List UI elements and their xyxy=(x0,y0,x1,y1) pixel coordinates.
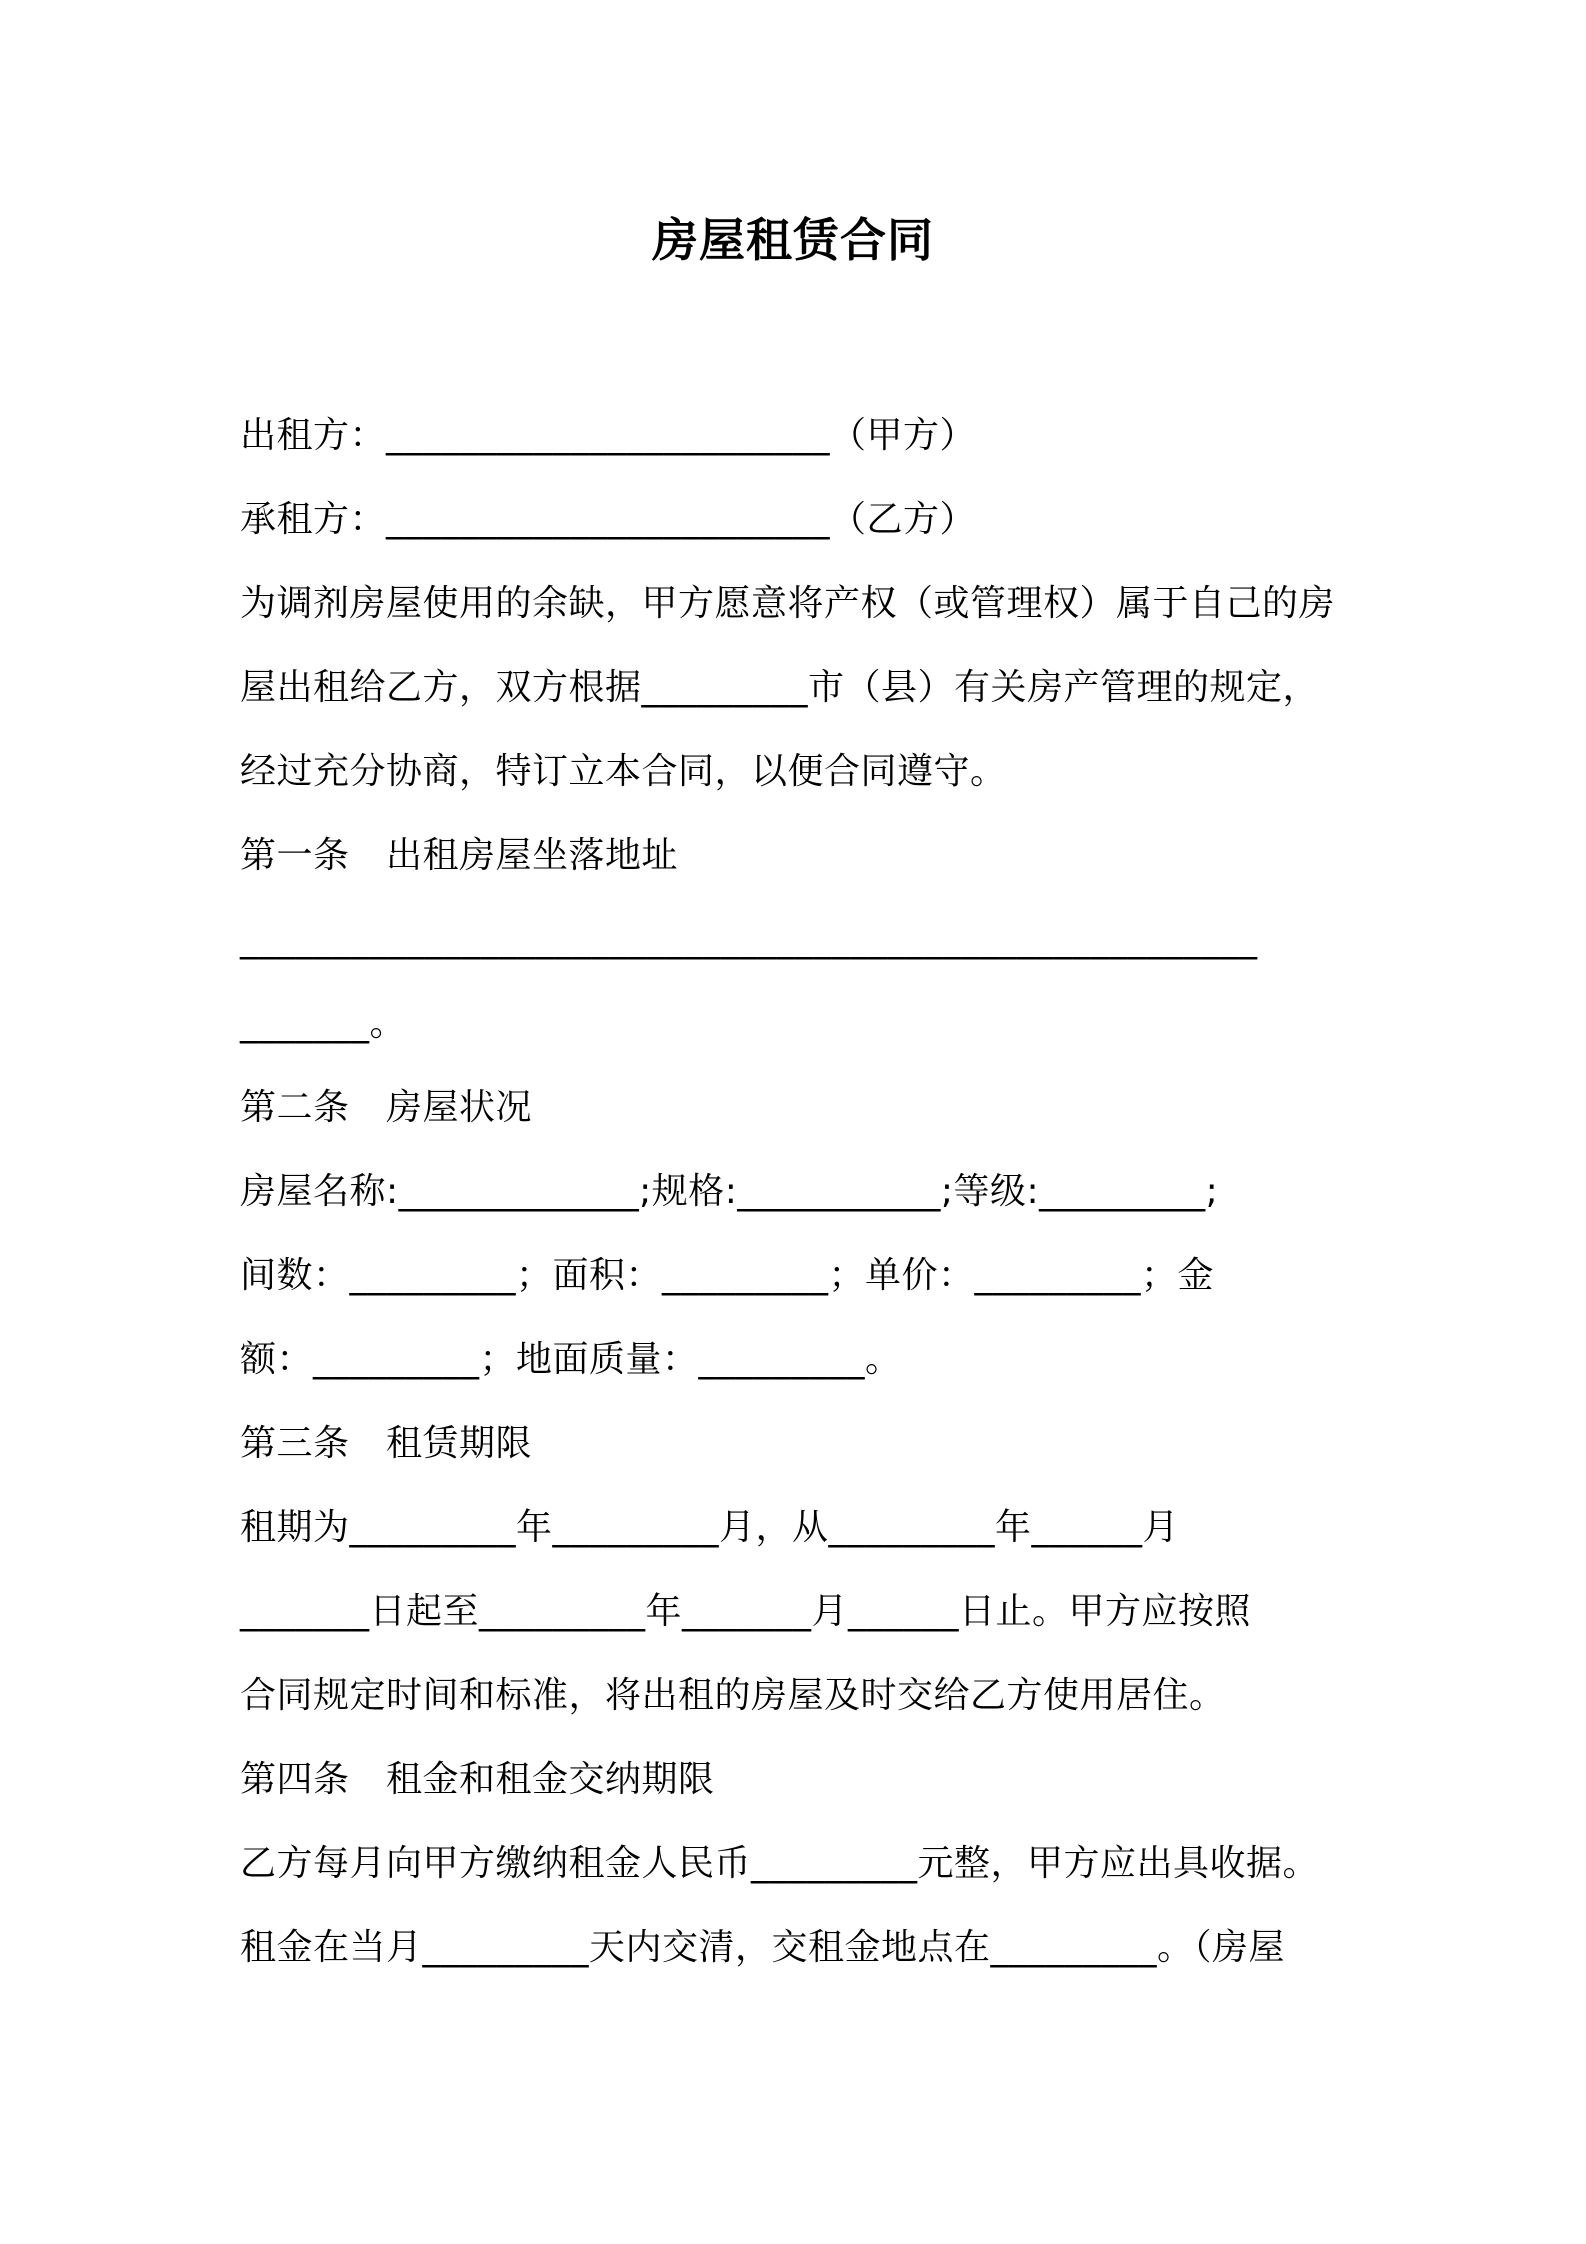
lease-term-line-3: 合同规定时间和标准，将出租的房屋及时交给乙方使用居住。 xyxy=(240,1675,1226,1716)
lessee-line: 承租方：________________________（乙方） xyxy=(240,499,977,540)
article-2-heading: 第二条 房屋状况 xyxy=(240,1087,533,1128)
lease-term-line-2: _______日起至_________年_______月______日止。甲方应按照 xyxy=(240,1591,1252,1632)
article-3-heading: 第三条 租赁期限 xyxy=(240,1423,533,1464)
address-blank-line-1: _______________________________________________________ xyxy=(240,919,1258,960)
lessor-line: 出租方：________________________（甲方） xyxy=(240,415,977,456)
house-condition-line-1: 房屋名称:_____________;规格:___________;等级:_________; xyxy=(240,1171,1219,1212)
preamble-line-1: 为调剂房屋使用的余缺，甲方愿意将产权（或管理权）属于自己的房 xyxy=(240,583,1336,624)
rent-line-1: 乙方每月向甲方缴纳租金人民币_________元整，甲方应出具收据。 xyxy=(240,1843,1320,1884)
house-condition-line-2: 间数：_________；面积：_________；单价：_________；金 xyxy=(240,1255,1215,1296)
document-title: 房屋租赁合同 xyxy=(652,213,934,267)
address-blank-line-2: _______。 xyxy=(240,1003,407,1044)
article-4-heading: 第四条 租金和租金交纳期限 xyxy=(240,1759,715,1800)
lease-term-line-1: 租期为_________年_________月，从_________年______月 xyxy=(240,1507,1180,1548)
house-condition-line-3: 额：_________；地面质量：_________。 xyxy=(240,1339,902,1380)
preamble-line-3: 经过充分协商，特订立本合同，以便合同遵守。 xyxy=(240,751,1007,792)
article-1-heading: 第一条 出租房屋坐落地址 xyxy=(240,835,679,876)
preamble-line-2: 屋出租给乙方，双方根据_________市（县）有关房产管理的规定， xyxy=(240,667,1320,708)
rent-line-2: 租金在当月_________天内交清，交租金地点在_________。（房屋 xyxy=(240,1927,1286,1968)
